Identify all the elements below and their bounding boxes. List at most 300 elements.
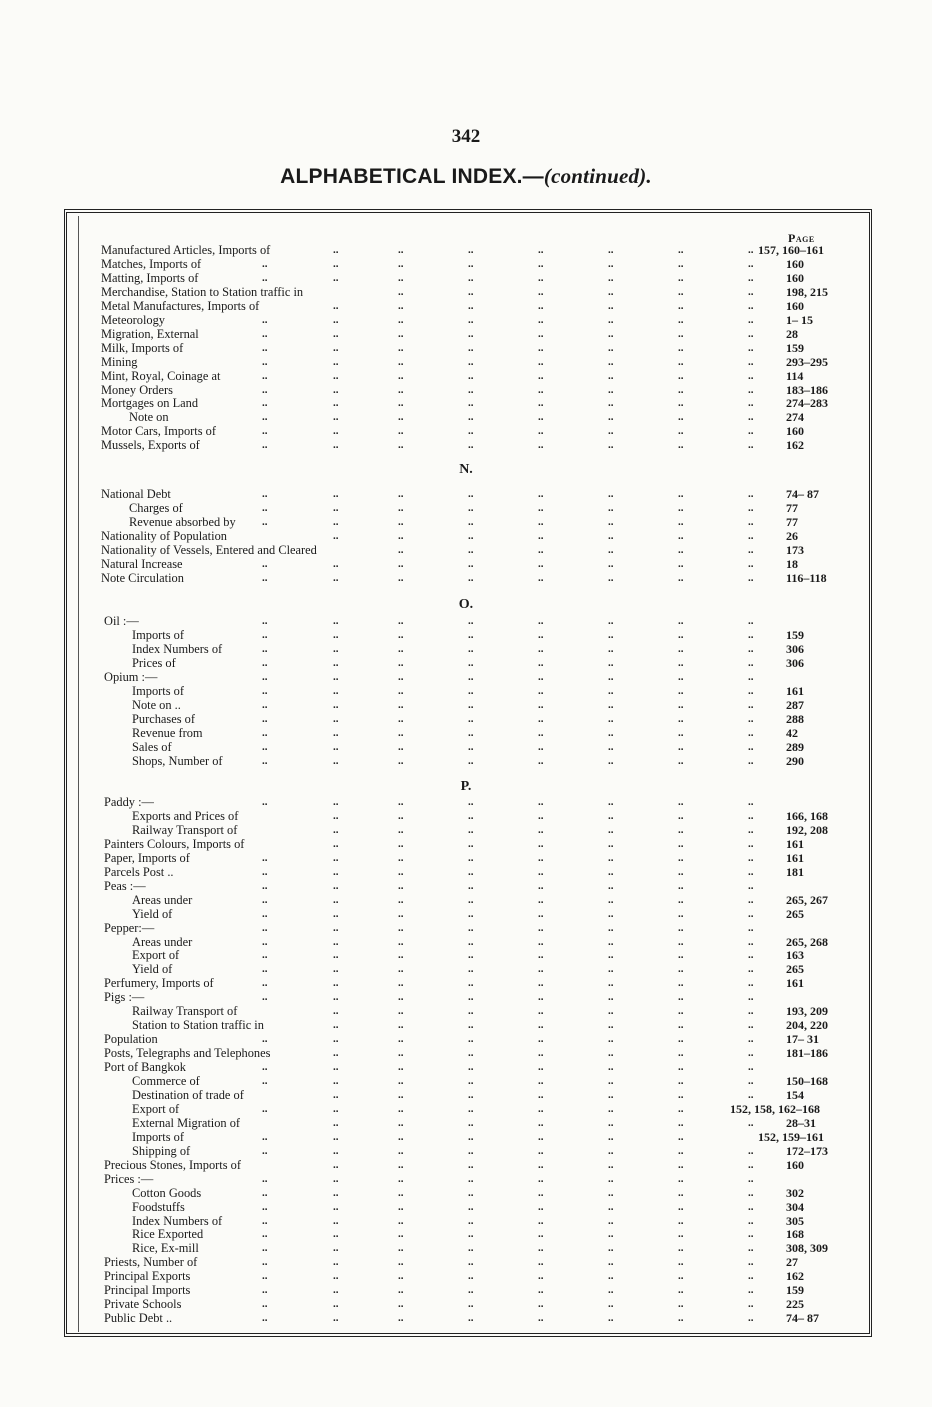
entry-label: Export of <box>132 948 180 963</box>
leader-dot: .. <box>468 628 474 641</box>
entry-label: Parcels Post .. <box>104 864 174 879</box>
index-entry <box>0 1255 932 1269</box>
leader-dot: .. <box>678 1242 684 1255</box>
leader-dot: .. <box>468 823 474 836</box>
index-entry <box>0 1102 932 1116</box>
leader-dot: .. <box>538 271 544 284</box>
leader-dot: .. <box>608 1061 614 1074</box>
leader-dot: .. <box>262 615 268 627</box>
leader-dot: .. <box>678 1075 684 1087</box>
index-entry <box>0 557 932 571</box>
leader-dot: .. <box>678 257 684 270</box>
entry-page: 308, 309 <box>786 1241 828 1256</box>
leader-dot: .. <box>678 397 684 410</box>
leader-dot: .. <box>678 244 684 256</box>
leader-dot: .. <box>608 425 614 438</box>
index-entry <box>0 879 932 893</box>
entry-page: 161 <box>786 850 804 865</box>
leader-dot: .. <box>262 879 268 892</box>
leader-dot: .. <box>398 257 404 270</box>
leader-dot: .. <box>262 712 268 725</box>
entry-label: Foodstuffs <box>132 1199 185 1214</box>
entry-page: 28–31 <box>786 1115 816 1130</box>
leader-dot: .. <box>538 907 544 920</box>
leader-dot: .. <box>333 726 339 739</box>
leader-dot: .. <box>678 327 684 340</box>
leader-dot: .. <box>398 543 404 556</box>
leader-dot: .. <box>468 963 474 976</box>
leader-dot: .. <box>538 488 544 500</box>
leader-dot: .. <box>398 1116 404 1129</box>
leader-dot: .. <box>398 1186 404 1199</box>
leader-dot: .. <box>262 963 268 976</box>
entry-page: 162 <box>786 1269 804 1284</box>
index-entry <box>0 935 932 949</box>
index-entry <box>0 543 932 557</box>
leader-dot: .. <box>678 571 684 584</box>
section-letter-p: P. <box>460 779 472 794</box>
index-entry <box>0 921 932 935</box>
entry-label: Money Orders <box>101 382 173 397</box>
leader-dot: .. <box>262 327 268 340</box>
leader-dot: .. <box>398 628 404 641</box>
entry-page: 157, 160–161 <box>758 243 824 257</box>
leader-dot: .. <box>538 698 544 711</box>
leader-dot: .. <box>608 529 614 542</box>
leader-dot: .. <box>398 1130 404 1143</box>
leader-dot: .. <box>538 1144 544 1157</box>
leader-dot: .. <box>748 837 754 850</box>
leader-dot: .. <box>333 369 339 382</box>
leader-dot: .. <box>538 1019 544 1032</box>
leader-dot: .. <box>262 628 268 641</box>
leader-dot: .. <box>538 991 544 1004</box>
leader-dot: .. <box>398 313 404 326</box>
leader-dot: .. <box>538 355 544 368</box>
leader-dot: .. <box>748 935 754 948</box>
leader-dot: .. <box>678 879 684 892</box>
leader-dot: .. <box>468 271 474 284</box>
index-entry <box>0 1241 932 1255</box>
leader-dot: .. <box>333 809 339 822</box>
entry-page: 77 <box>786 514 798 529</box>
entry-page: 27 <box>786 1255 798 1270</box>
leader-dot: .. <box>398 244 404 256</box>
leader-dot: .. <box>262 1186 268 1199</box>
leader-dot: .. <box>608 1088 614 1101</box>
leader-dot: .. <box>398 1214 404 1227</box>
entry-label: Imports of <box>132 683 184 698</box>
leader-dot: .. <box>748 893 754 906</box>
leader-dot: .. <box>262 977 268 990</box>
entry-page: 162 <box>786 438 804 453</box>
entry-label: Public Debt .. <box>104 1311 173 1326</box>
leader-dot: .. <box>538 754 544 767</box>
leader-dot: .. <box>538 529 544 542</box>
entry-label: Nationality of Population <box>101 528 227 543</box>
leader-dot: .. <box>608 1242 614 1255</box>
entry-page: 42 <box>786 725 798 740</box>
leader-dot: .. <box>748 698 754 711</box>
index-entry <box>0 1018 932 1032</box>
leader-dot: .. <box>748 991 754 1004</box>
leader-dot: .. <box>538 726 544 739</box>
leader-dot: .. <box>262 515 268 528</box>
entry-label: Index Numbers of <box>132 641 223 656</box>
leader-dot: .. <box>538 963 544 976</box>
leader-dot: .. <box>538 615 544 627</box>
leader-dot: .. <box>538 299 544 312</box>
leader-dot: .. <box>398 865 404 878</box>
leader-dot: .. <box>468 439 474 452</box>
leader-dot: .. <box>608 369 614 382</box>
entry-label: Priests, Number of <box>104 1255 198 1270</box>
leader-dot: .. <box>538 515 544 528</box>
leader-dots <box>0 1060 932 1074</box>
leader-dot: .. <box>678 515 684 528</box>
leader-dot: .. <box>333 313 339 326</box>
index-entry <box>0 948 932 962</box>
leader-dot: .. <box>678 383 684 396</box>
leader-dot: .. <box>398 515 404 528</box>
leader-dot: .. <box>398 796 404 808</box>
leader-dot: .. <box>333 1270 339 1283</box>
leader-dot: .. <box>262 1130 268 1143</box>
leader-dot: .. <box>468 754 474 767</box>
entry-page: 265, 268 <box>786 934 828 949</box>
leader-dot: .. <box>678 1033 684 1046</box>
leader-dot: .. <box>398 879 404 892</box>
index-entry <box>0 341 932 355</box>
leader-dot: .. <box>262 921 268 934</box>
leader-dot: .. <box>608 628 614 641</box>
entry-label: Precious Stones, Imports of <box>104 1157 241 1172</box>
index-entry <box>0 1060 932 1074</box>
leader-dot: .. <box>398 1005 404 1018</box>
entry-label: Painters Colours, Imports of <box>104 836 245 851</box>
leader-dot: .. <box>398 411 404 424</box>
entry-page: 17– 31 <box>786 1032 819 1047</box>
leader-dot: .. <box>398 383 404 396</box>
leader-dot: .. <box>468 1312 474 1325</box>
entry-page: 198, 215 <box>786 284 828 299</box>
entry-page: 265 <box>786 962 804 977</box>
leader-dot: .. <box>398 1075 404 1087</box>
leader-dot: .. <box>678 439 684 452</box>
entry-label: Nationality of Vessels, Entered and Cleared <box>101 542 317 557</box>
entry-label: Revenue absorbed by <box>129 514 236 529</box>
entry-label: Prices of <box>132 655 176 670</box>
leader-dot: .. <box>468 571 474 584</box>
leader-dot: .. <box>608 837 614 850</box>
leader-dot: .. <box>262 1061 268 1074</box>
index-entry <box>0 1158 932 1172</box>
entry-page: 160 <box>786 1157 804 1172</box>
leader-dot: .. <box>398 809 404 822</box>
index-entry <box>0 1130 932 1144</box>
entry-page: 160 <box>786 298 804 313</box>
leader-dot: .. <box>262 754 268 767</box>
leader-dot: .. <box>538 543 544 556</box>
leader-dot: .. <box>678 543 684 556</box>
leader-dot: .. <box>398 837 404 850</box>
leader-dot: .. <box>748 949 754 962</box>
leader-dot: .. <box>398 991 404 1004</box>
entry-label: Matches, Imports of <box>101 256 202 271</box>
leader-dot: .. <box>608 865 614 878</box>
leader-dot: .. <box>608 557 614 570</box>
leader-dot: .. <box>678 656 684 669</box>
index-entry <box>0 614 932 628</box>
leader-dot: .. <box>398 341 404 354</box>
entry-label: Destination of trade of <box>132 1087 244 1102</box>
leader-dot: .. <box>538 879 544 892</box>
leader-dot: .. <box>748 529 754 542</box>
leader-dot: .. <box>468 299 474 312</box>
leader-dot: .. <box>398 670 404 683</box>
index-entry <box>0 754 932 768</box>
leader-dot: .. <box>748 1075 754 1087</box>
leader-dot: .. <box>538 557 544 570</box>
leader-dot: .. <box>608 991 614 1004</box>
entry-page: 114 <box>786 368 804 383</box>
index-entry <box>0 243 932 257</box>
leader-dot: .. <box>538 1312 544 1325</box>
leader-dot: .. <box>678 740 684 753</box>
leader-dot: .. <box>748 1200 754 1213</box>
leader-dot: .. <box>748 1312 754 1325</box>
leader-dot: .. <box>608 1186 614 1199</box>
leader-dot: .. <box>678 921 684 934</box>
leader-dot: .. <box>398 1033 404 1046</box>
entry-label: Perfumery, Imports of <box>104 976 214 991</box>
leader-dot: .. <box>538 796 544 808</box>
leader-dot: .. <box>678 1214 684 1227</box>
section-letter-n: N. <box>459 462 473 477</box>
leader-dot: .. <box>468 313 474 326</box>
leader-dot: .. <box>678 1312 684 1325</box>
entry-label: Areas under <box>132 934 193 949</box>
leader-dot: .. <box>748 543 754 556</box>
leader-dot: .. <box>468 1144 474 1157</box>
leader-dot: .. <box>468 1116 474 1129</box>
entry-page: 181–186 <box>786 1046 828 1061</box>
entry-page: 290 <box>786 753 804 768</box>
leader-dot: .. <box>608 670 614 683</box>
leader-dot: .. <box>538 865 544 878</box>
leader-dot: .. <box>468 1130 474 1143</box>
leader-dot: .. <box>748 865 754 878</box>
entry-label: Prices :— <box>104 1171 154 1186</box>
leader-dot: .. <box>748 1061 754 1074</box>
index-entry <box>0 487 932 501</box>
leader-dot: .. <box>608 1298 614 1311</box>
leader-dot: .. <box>262 488 268 500</box>
leader-dot: .. <box>468 935 474 948</box>
index-entry <box>0 1283 932 1297</box>
leader-dot: .. <box>608 963 614 976</box>
leader-dot: .. <box>262 271 268 284</box>
leader-dot: .. <box>678 628 684 641</box>
entry-label: Motor Cars, Imports of <box>101 424 216 439</box>
entry-page: 287 <box>786 697 804 712</box>
leader-dot: .. <box>608 809 614 822</box>
leader-dot: .. <box>398 823 404 836</box>
leader-dot: .. <box>398 1228 404 1241</box>
index-entry <box>0 837 932 851</box>
index-entry <box>0 1046 932 1060</box>
leader-dot: .. <box>538 1005 544 1018</box>
leader-dot: .. <box>468 1033 474 1046</box>
leader-dot: .. <box>333 1005 339 1018</box>
entry-page: 265 <box>786 906 804 921</box>
entry-page: 192, 208 <box>786 822 828 837</box>
leader-dot: .. <box>333 411 339 424</box>
leader-dot: .. <box>333 1019 339 1032</box>
leader-dot: .. <box>678 1047 684 1060</box>
entry-page: 28 <box>786 326 798 341</box>
entry-label: Export of <box>132 1101 180 1116</box>
leader-dot: .. <box>468 977 474 990</box>
leader-dot: .. <box>333 383 339 396</box>
leader-dot: .. <box>333 977 339 990</box>
entry-label: Milk, Imports of <box>101 340 184 355</box>
leader-dot: .. <box>748 670 754 683</box>
leader-dot: .. <box>262 501 268 514</box>
leader-dot: .. <box>538 740 544 753</box>
leader-dot: .. <box>748 571 754 584</box>
entry-label: Opium :— <box>104 669 158 684</box>
leader-dot: .. <box>678 977 684 990</box>
leader-dot: .. <box>748 921 754 934</box>
leader-dot: .. <box>333 1214 339 1227</box>
leader-dot: .. <box>333 557 339 570</box>
leader-dot: .. <box>262 796 268 808</box>
leader-dot: .. <box>333 921 339 934</box>
leader-dot: .. <box>748 879 754 892</box>
leader-dot: .. <box>468 1005 474 1018</box>
entry-page: 168 <box>786 1227 804 1242</box>
entry-label: Railway Transport of <box>132 1004 238 1019</box>
index-entry <box>0 1144 932 1158</box>
entry-page: 160 <box>786 424 804 439</box>
leader-dot: .. <box>333 670 339 683</box>
leader-dot: .. <box>608 313 614 326</box>
leader-dot: .. <box>678 369 684 382</box>
leader-dot: .. <box>678 271 684 284</box>
leader-dot: .. <box>538 656 544 669</box>
index-entry <box>0 1200 932 1214</box>
leader-dot: .. <box>748 341 754 354</box>
leader-dot: .. <box>398 1284 404 1297</box>
leader-dot: .. <box>538 1130 544 1143</box>
leader-dot: .. <box>468 712 474 725</box>
leader-dot: .. <box>468 397 474 410</box>
leader-dot: .. <box>468 740 474 753</box>
entry-page: 306 <box>786 655 804 670</box>
entry-page: 160 <box>786 270 804 285</box>
leader-dot: .. <box>468 1228 474 1241</box>
leader-dot: .. <box>608 397 614 410</box>
leader-dot: .. <box>748 823 754 836</box>
index-entry <box>0 893 932 907</box>
index-entry <box>0 726 932 740</box>
entry-label: Yield of <box>132 906 173 921</box>
leader-dot: .. <box>468 1075 474 1087</box>
index-entry <box>0 1172 932 1186</box>
index-entry <box>0 684 932 698</box>
leader-dot: .. <box>468 670 474 683</box>
entry-label: Revenue from <box>132 725 203 740</box>
entry-page: 183–186 <box>786 382 828 397</box>
leader-dot: .. <box>333 907 339 920</box>
leader-dot: .. <box>468 285 474 298</box>
index-entry <box>0 501 932 515</box>
entry-page: 193, 209 <box>786 1004 828 1019</box>
leader-dot: .. <box>678 684 684 697</box>
entry-label: Principal Exports <box>104 1269 191 1284</box>
entry-page: 1– 15 <box>786 312 813 327</box>
leader-dot: .. <box>262 935 268 948</box>
leader-dot: .. <box>398 712 404 725</box>
leader-dot: .. <box>333 656 339 669</box>
entry-label: Paddy :— <box>104 795 154 809</box>
index-entry <box>0 285 932 299</box>
entry-label: Matting, Imports of <box>101 270 199 285</box>
entry-label: Rice Exported <box>132 1227 204 1242</box>
leader-dot: .. <box>538 809 544 822</box>
leader-dot: .. <box>608 1228 614 1241</box>
leader-dot: .. <box>748 1270 754 1283</box>
leader-dot: .. <box>468 865 474 878</box>
leader-dots <box>0 1172 932 1186</box>
leader-dot: .. <box>333 1047 339 1060</box>
index-entry <box>0 990 932 1004</box>
leader-dot: .. <box>678 670 684 683</box>
leader-dot: .. <box>538 1214 544 1227</box>
leader-dot: .. <box>748 313 754 326</box>
leader-dot: .. <box>748 299 754 312</box>
index-entry <box>0 355 932 369</box>
leader-dot: .. <box>538 425 544 438</box>
leader-dot: .. <box>748 1033 754 1046</box>
leader-dot: .. <box>538 369 544 382</box>
leader-dots <box>0 670 932 684</box>
leader-dot: .. <box>748 397 754 410</box>
leader-dot: .. <box>333 1200 339 1213</box>
leader-dot: .. <box>608 642 614 655</box>
leader-dot: .. <box>678 529 684 542</box>
leader-dot: .. <box>262 257 268 270</box>
leader-dot: .. <box>398 327 404 340</box>
leader-dot: .. <box>538 977 544 990</box>
leader-dot: .. <box>538 1116 544 1129</box>
leader-dot: .. <box>398 557 404 570</box>
leader-dot: .. <box>262 369 268 382</box>
index-entry <box>0 1004 932 1018</box>
leader-dot: .. <box>333 615 339 627</box>
leader-dot: .. <box>398 1061 404 1074</box>
entry-page: 204, 220 <box>786 1018 828 1033</box>
leader-dot: .. <box>678 1019 684 1032</box>
index-entry <box>0 410 932 424</box>
leader-dot: .. <box>468 1200 474 1213</box>
leader-dot: .. <box>748 809 754 822</box>
index-entry <box>0 809 932 823</box>
leader-dot: .. <box>608 656 614 669</box>
leader-dot: .. <box>608 851 614 864</box>
leader-dot: .. <box>608 439 614 452</box>
